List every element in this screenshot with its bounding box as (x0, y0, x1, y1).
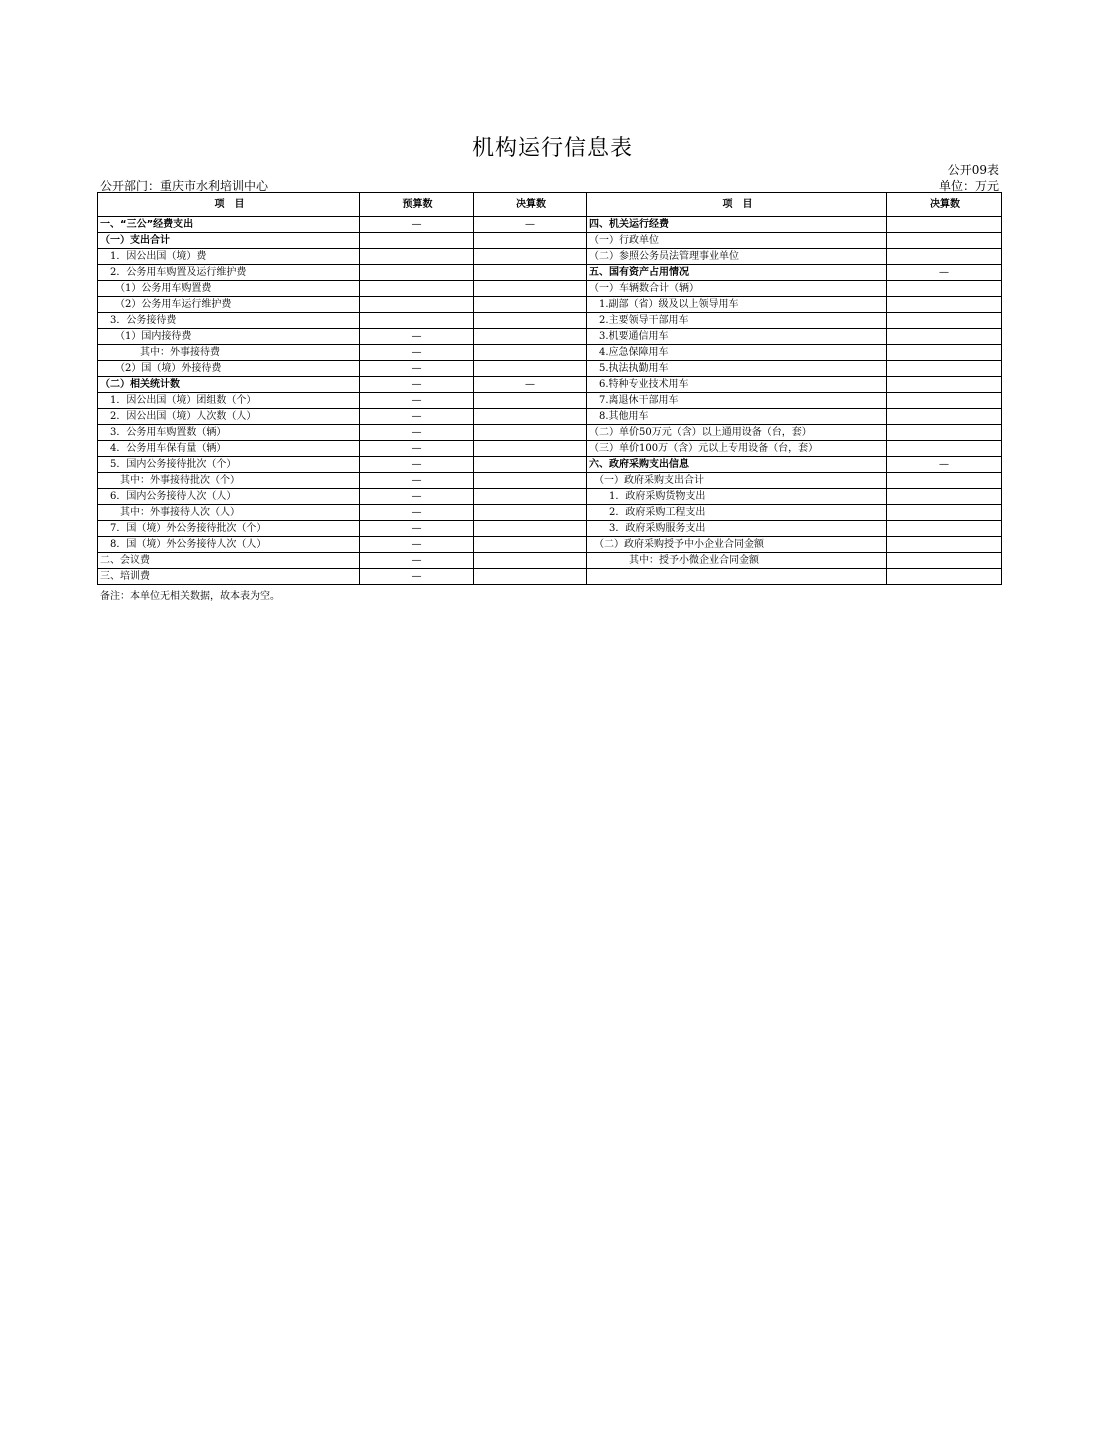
cell-final-left (474, 473, 587, 489)
cell-item-right: （一）车辆数合计（辆） (587, 281, 887, 297)
cell-final-right (887, 553, 1002, 569)
cell-item-left: （1）公务用车购置费 (98, 281, 360, 297)
header-item-left: 项 目 (98, 193, 360, 217)
cell-final-right (887, 329, 1002, 345)
cell-item-right (587, 569, 887, 585)
cell-budget (360, 249, 474, 265)
cell-item-left: 1．因公出国（境）团组数（个） (98, 393, 360, 409)
cell-item-right: 6.特种专业技术用车 (587, 377, 887, 393)
table-row (98, 249, 1002, 265)
cell-item-left: （1）国内接待费 (98, 329, 360, 345)
cell-budget (360, 233, 474, 249)
cell-final-left (474, 249, 587, 265)
cell-item-right: （三）单价100万（含）元以上专用设备（台，套） (587, 441, 887, 457)
cell-budget: — (360, 473, 474, 489)
table-row (98, 505, 1002, 521)
cell-item-left: 一、“三公”经费支出 (98, 217, 360, 233)
table-row (98, 409, 1002, 425)
header-final-right: 决算数 (887, 193, 1002, 217)
cell-final-left (474, 297, 587, 313)
cell-item-right: 1.副部（省）级及以上领导用车 (587, 297, 887, 313)
cell-final-right (887, 505, 1002, 521)
table-row (98, 345, 1002, 361)
table-header-row (98, 193, 1002, 217)
cell-item-right: 5.执法执勤用车 (587, 361, 887, 377)
cell-final-left (474, 569, 587, 585)
cell-item-right: 3.机要通信用车 (587, 329, 887, 345)
table-row (98, 425, 1002, 441)
cell-final-left (474, 441, 587, 457)
cell-item-left: 2．公务用车购置及运行维护费 (98, 265, 360, 281)
cell-budget: — (360, 569, 474, 585)
table-note: 备注：本单位无相关数据，故本表为空。 (100, 591, 280, 602)
cell-final-left (474, 329, 587, 345)
table-row (98, 217, 1002, 233)
cell-item-right: 六、政府采购支出信息 (587, 457, 887, 473)
table-row (98, 265, 1002, 281)
cell-budget: — (360, 377, 474, 393)
table-row (98, 361, 1002, 377)
cell-budget: — (360, 441, 474, 457)
cell-item-right: 1．政府采购货物支出 (587, 489, 887, 505)
cell-final-left (474, 361, 587, 377)
cell-final-right (887, 393, 1002, 409)
cell-item-right: 2.主要领导干部用车 (587, 313, 887, 329)
cell-item-left: 6．国内公务接待人次（人） (98, 489, 360, 505)
cell-budget (360, 281, 474, 297)
cell-final-left (474, 281, 587, 297)
cell-final-right: — (887, 265, 1002, 281)
cell-item-left: 5．国内公务接待批次（个） (98, 457, 360, 473)
unit-label: 单位：万元 (938, 179, 999, 193)
cell-final-left (474, 233, 587, 249)
cell-final-right (887, 361, 1002, 377)
cell-item-left: 其中：外事接待费 (98, 345, 360, 361)
cell-final-right (887, 537, 1002, 553)
cell-item-left: 1．因公出国（境）费 (98, 249, 360, 265)
cell-item-right: （一）政府采购支出合计 (587, 473, 887, 489)
header-budget: 预算数 (360, 193, 474, 217)
form-number: 公开09表 (947, 163, 999, 177)
table-row (98, 377, 1002, 393)
cell-final-left (474, 537, 587, 553)
cell-item-left: 3．公务用车购置数（辆） (98, 425, 360, 441)
table-row (98, 441, 1002, 457)
cell-item-left: 8．国（境）外公务接待人次（人） (98, 537, 360, 553)
cell-budget: — (360, 361, 474, 377)
table-row (98, 569, 1002, 585)
info-table (97, 192, 1002, 585)
table-row (98, 233, 1002, 249)
cell-item-right: （二）政府采购授予中小企业合同金额 (587, 537, 887, 553)
cell-item-left: 2．因公出国（境）人次数（人） (98, 409, 360, 425)
cell-final-left (474, 409, 587, 425)
cell-item-left: （二）相关统计数 (98, 377, 360, 393)
cell-final-right (887, 489, 1002, 505)
cell-item-left: 4．公务用车保有量（辆） (98, 441, 360, 457)
cell-item-right: （一）行政单位 (587, 233, 887, 249)
cell-final-left (474, 457, 587, 473)
department-label: 公开部门：重庆市水利培训中心 (100, 179, 269, 193)
cell-final-right (887, 473, 1002, 489)
cell-budget: — (360, 217, 474, 233)
cell-budget: — (360, 457, 474, 473)
cell-budget (360, 297, 474, 313)
cell-item-right: 3．政府采购服务支出 (587, 521, 887, 537)
page-title: 机构运行信息表 (471, 136, 633, 161)
cell-item-right: 其中：授予小微企业合同金额 (587, 553, 887, 569)
table-row (98, 313, 1002, 329)
header-item-right: 项 目 (587, 193, 887, 217)
cell-item-right: 四、机关运行经费 (587, 217, 887, 233)
cell-item-left: （2）公务用车运行维护费 (98, 297, 360, 313)
cell-final-left (474, 521, 587, 537)
table-row (98, 297, 1002, 313)
cell-budget: — (360, 329, 474, 345)
cell-final-right (887, 313, 1002, 329)
cell-final-right (887, 409, 1002, 425)
table-row (98, 281, 1002, 297)
table-row (98, 329, 1002, 345)
cell-final-right (887, 377, 1002, 393)
cell-final-left: — (474, 217, 587, 233)
cell-final-right (887, 297, 1002, 313)
cell-final-left (474, 313, 587, 329)
cell-final-right (887, 217, 1002, 233)
cell-final-left (474, 489, 587, 505)
cell-item-right: （二）单价50万元（含）以上通用设备（台，套） (587, 425, 887, 441)
cell-item-right: 4.应急保障用车 (587, 345, 887, 361)
table-row (98, 521, 1002, 537)
cell-budget (360, 313, 474, 329)
cell-final-left (474, 393, 587, 409)
cell-budget (360, 265, 474, 281)
cell-item-right: 8.其他用车 (587, 409, 887, 425)
cell-item-left: 7．国（境）外公务接待批次（个） (98, 521, 360, 537)
table-row (98, 553, 1002, 569)
cell-budget: — (360, 393, 474, 409)
table-row (98, 457, 1002, 473)
cell-final-left (474, 345, 587, 361)
cell-final-right (887, 281, 1002, 297)
table-row (98, 393, 1002, 409)
cell-item-left: 二、会议费 (98, 553, 360, 569)
cell-final-left (474, 505, 587, 521)
cell-final-right (887, 521, 1002, 537)
cell-final-right (887, 249, 1002, 265)
cell-item-left: 其中：外事接待批次（个） (98, 473, 360, 489)
cell-final-right (887, 233, 1002, 249)
cell-budget: — (360, 345, 474, 361)
cell-budget: — (360, 537, 474, 553)
cell-final-right: — (887, 457, 1002, 473)
cell-budget: — (360, 505, 474, 521)
cell-budget: — (360, 425, 474, 441)
cell-final-right (887, 441, 1002, 457)
cell-final-right (887, 569, 1002, 585)
table-body (98, 217, 1002, 585)
cell-item-right: （二）参照公务员法管理事业单位 (587, 249, 887, 265)
cell-item-left: 其中：外事接待人次（人） (98, 505, 360, 521)
cell-budget: — (360, 489, 474, 505)
cell-budget: — (360, 409, 474, 425)
cell-item-left: （2）国（境）外接待费 (98, 361, 360, 377)
cell-item-right: 7.离退休干部用车 (587, 393, 887, 409)
cell-item-left: 3．公务接待费 (98, 313, 360, 329)
cell-item-right: 五、国有资产占用情况 (587, 265, 887, 281)
cell-budget: — (360, 521, 474, 537)
cell-item-right: 2．政府采购工程支出 (587, 505, 887, 521)
cell-final-left (474, 553, 587, 569)
cell-budget: — (360, 553, 474, 569)
cell-final-right (887, 425, 1002, 441)
cell-final-left: — (474, 377, 587, 393)
cell-final-right (887, 345, 1002, 361)
table-row (98, 473, 1002, 489)
cell-final-left (474, 425, 587, 441)
table-row (98, 537, 1002, 553)
cell-final-left (474, 265, 587, 281)
cell-item-left: 三、培训费 (98, 569, 360, 585)
table-row (98, 489, 1002, 505)
cell-item-left: （一）支出合计 (98, 233, 360, 249)
header-final-left: 决算数 (474, 193, 587, 217)
